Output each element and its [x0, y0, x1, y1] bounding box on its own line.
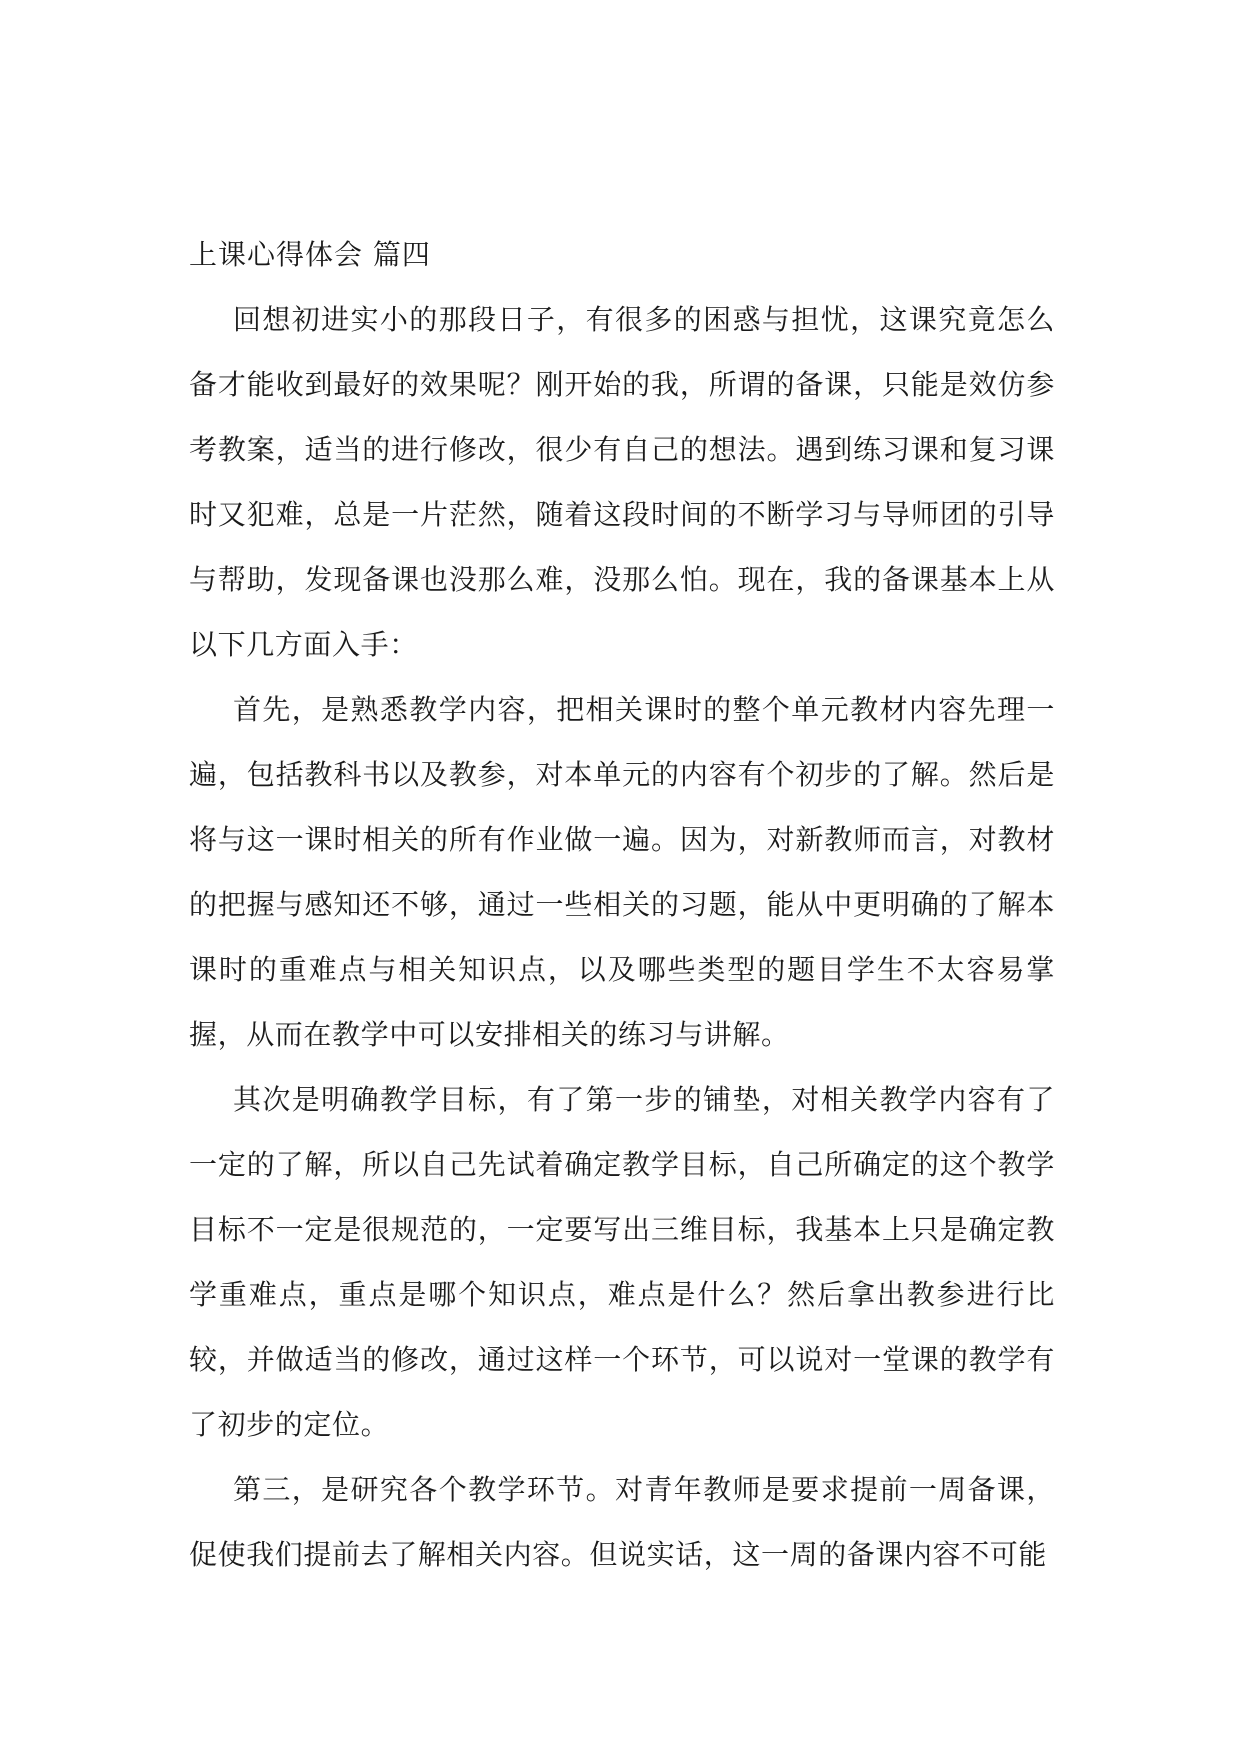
paragraph-2: 首先，是熟悉教学内容，把相关课时的整个单元教材内容先理一遍，包括教科书以及教参，对本单元的内容有个初步的了解。然后是将与这一课时相关的所有作业做一遍。因为，对新教师而言，对教材的把握与感知还不够，通过一些相关的习题，能从中更明确的了解本课时的重难点与相关知识点，以及哪些类型的题目学生不太容易掌握，从而在教学中可以安排相关的练习与讲解。 — [189, 693, 1055, 1051]
paragraph-4: 第三，是研究各个教学环节。对青年教师是要求提前一周备课，促使我们提前去了解相关内容。但说实话，这一周的备课内容不可能 — [189, 1473, 1055, 1571]
paragraph-3: 其次是明确教学目标，有了第一步的铺垫，对相关教学内容有了一定的了解，所以自己先试着确定教学目标，自己所确定的这个教学目标不一定是很规范的，一定要写出三维目标，我基本上只是确定教学重难点，重点是哪个知识点，难点是什么？然后拿出教参进行比较，并做适当的修改，通过这样一个环节，可以说对一堂课的教学有了初步的定位。 — [189, 1083, 1055, 1441]
paragraph-1: 回想初进实小的那段日子，有很多的困惑与担忧，这课究竟怎么备才能收到最好的效果呢？刚开始的我，所谓的备课，只能是效仿参考教案，适当的进行修改，很少有自己的想法。遇到练习课和复习课时又犯难，总是一片茫然，随着这段时间的不断学习与导师团的引导与帮助，发现备课也没那么难，没那么怕。现在，我的备课基本上从以下几方面入手： — [189, 303, 1055, 661]
section-heading: 上课心得体会 篇四 — [189, 238, 431, 271]
document-body — [189, 229, 1055, 1587]
